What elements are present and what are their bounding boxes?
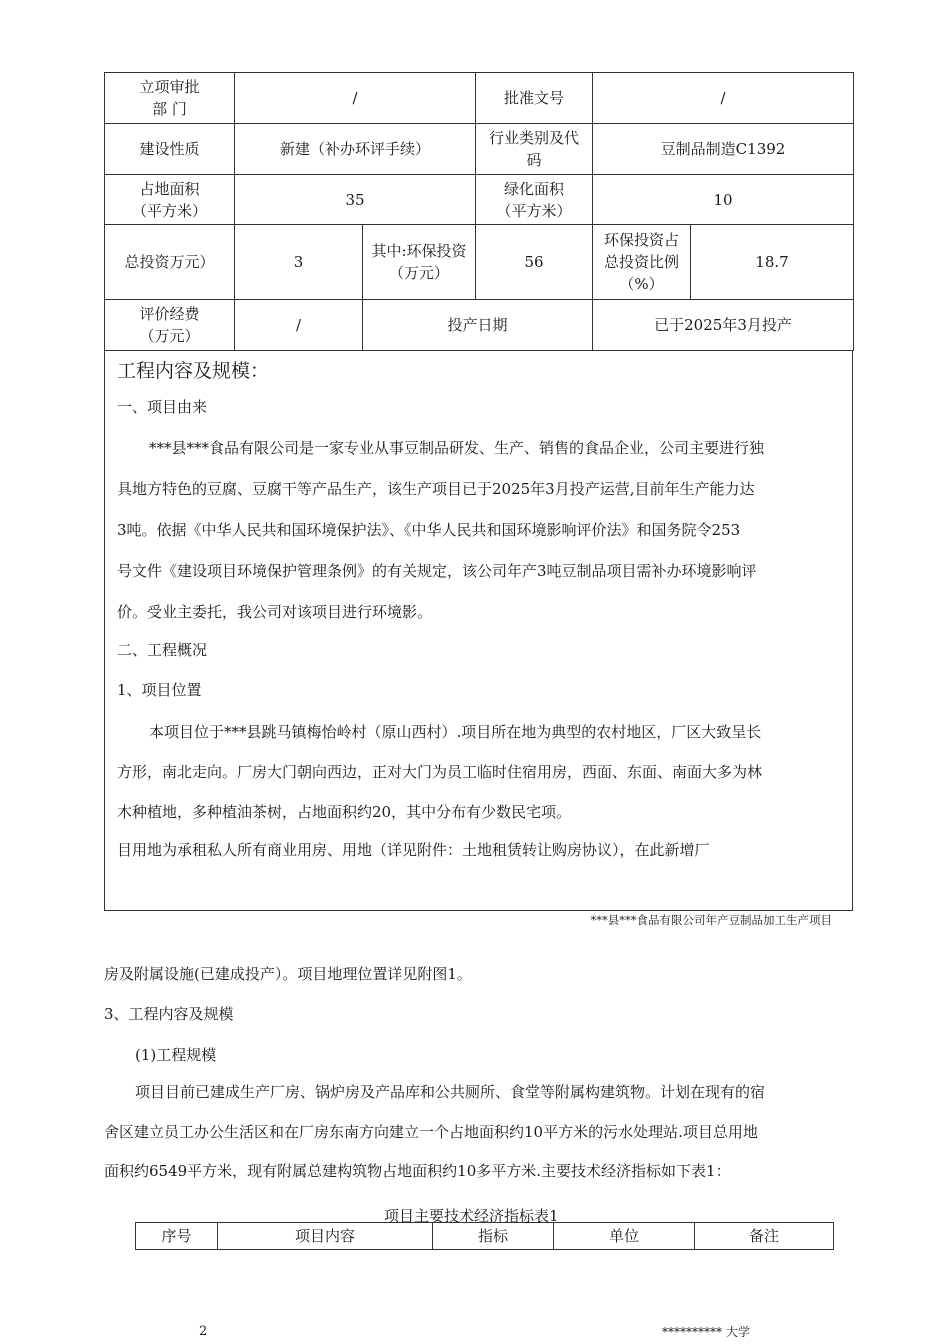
footer-university: ********** 大学	[662, 1325, 750, 1339]
info-row-evaluation	[105, 300, 854, 351]
info-row-investment	[105, 225, 854, 300]
s1-line-2: 具地方特色的豆腐、豆腐干等产品生产，该生产项目已于2025年3月投产运营,目前年生产能力达	[117, 480, 755, 498]
section-heading: 工程内容及规模：	[117, 360, 270, 382]
label-env-investment: 其中:环保投资 （万元）	[363, 225, 476, 300]
label-approval-number: 批准文号	[476, 73, 593, 124]
s1-line-5: 价。受业主委托，我公司对该项目进行环境影。	[117, 603, 433, 621]
info-row-area	[105, 175, 854, 225]
s2-line-3: 木种植地，多种植油茶树，占地面积约20，其中分布有少数民宅项。	[117, 803, 572, 821]
info-row-approval	[105, 73, 854, 124]
page-number: 2	[199, 1324, 208, 1339]
section-2-sub-1: 1、项目位置	[117, 681, 202, 699]
s2-line-4: 目用地为承租私人所有商业用房、用地（详见附件：土地租赁转让购房协议），在此新增厂	[117, 841, 710, 859]
value-env-investment: 56	[476, 225, 593, 300]
label-evaluation-fee: 评价经费 （万元）	[105, 300, 235, 351]
s3-line-1: 项目目前已建成生产厂房、锅炉房及产品库和公共厕所、食堂等附属构建筑物。计划在现有的宿	[135, 1083, 766, 1101]
s1-line-3: 3吨。依据《中华人民共和国环境保护法》、《中华人民共和国环境影响评价法》和国务院令253	[117, 521, 741, 539]
section-3-sub-1: (1)工程规模	[135, 1046, 217, 1064]
value-total-investment: 3	[235, 225, 363, 300]
value-construction-nature: 新建（补办环评手续）	[235, 124, 476, 175]
value-land-area: 35	[235, 175, 476, 225]
indicator-table-header	[136, 1223, 834, 1250]
info-row-nature	[105, 124, 854, 175]
label-env-ratio: 环保投资占 总投资比例 （%）	[593, 225, 691, 300]
running-header: ***县***食品有限公司年产豆制品加工生产项目	[590, 913, 832, 927]
value-approval-dept: /	[235, 73, 476, 124]
label-land-area: 占地面积 （平方米）	[105, 175, 235, 225]
content-box	[104, 350, 853, 911]
section-1-title: 一、项目由来	[117, 398, 208, 416]
label-industry-category: 行业类别及代 码	[476, 124, 593, 175]
value-evaluation-fee: /	[235, 300, 363, 351]
label-construction-nature: 建设性质	[105, 124, 235, 175]
s1-line-4: 号文件《建设项目环境保护管理条例》的有关规定，该公司年产3吨豆制品项目需补办环境影响评	[117, 562, 757, 580]
project-info-table	[104, 72, 854, 351]
label-total-investment: 总投资万元）	[105, 225, 235, 300]
header-remark: 备注	[695, 1223, 834, 1250]
header-unit: 单位	[554, 1223, 695, 1250]
value-approval-number: /	[593, 73, 854, 124]
s3-line-2: 舍区建立员工办公生活区和在厂房东南方向建立一个占地面积约10平方米的污水处理站.项目总用地	[104, 1123, 758, 1141]
table-caption: 项目主要技术经济指标表1	[384, 1207, 559, 1225]
running-header-rule	[104, 910, 853, 911]
label-production-date: 投产日期	[363, 300, 593, 351]
value-industry-category: 豆制品制造C1392	[593, 124, 854, 175]
label-approval-dept: 立项审批 部 门	[105, 73, 235, 124]
section-3-title: 3、工程内容及规模	[104, 1005, 234, 1023]
label-green-area: 绿化面积 （平方米）	[476, 175, 593, 225]
s2-line-1: 本项目位于***县跳马镇梅怡岭村（原山西村）.项目所在地为典型的农村地区，厂区大致呈长	[149, 723, 762, 741]
s3-line-3: 面积约6549平方米，现有附属总建构筑物占地面积约10多平方米.主要技术经济指标如下表1：	[104, 1162, 731, 1180]
section-2-title: 二、工程概况	[117, 641, 208, 659]
continued-line: 房及附属设施(已建成投产）。项目地理位置详见附图1。	[104, 965, 472, 983]
value-production-date: 已于2025年3月投产	[593, 300, 854, 351]
value-env-ratio: 18.7	[691, 225, 854, 300]
indicator-table	[135, 1222, 834, 1250]
s2-line-2: 方形，南北走向。厂房大门朝向西边，正对大门为员工临时住宿用房，西面、东面、南面大多为林	[117, 763, 763, 781]
s1-line-1: ***县***食品有限公司是一家专业从事豆制品研发、生产、销售的食品企业，公司主要进行独	[149, 439, 765, 457]
header-index: 序号	[136, 1223, 218, 1250]
value-green-area: 10	[593, 175, 854, 225]
header-indicator: 指标	[433, 1223, 554, 1250]
header-item: 项目内容	[218, 1223, 433, 1250]
